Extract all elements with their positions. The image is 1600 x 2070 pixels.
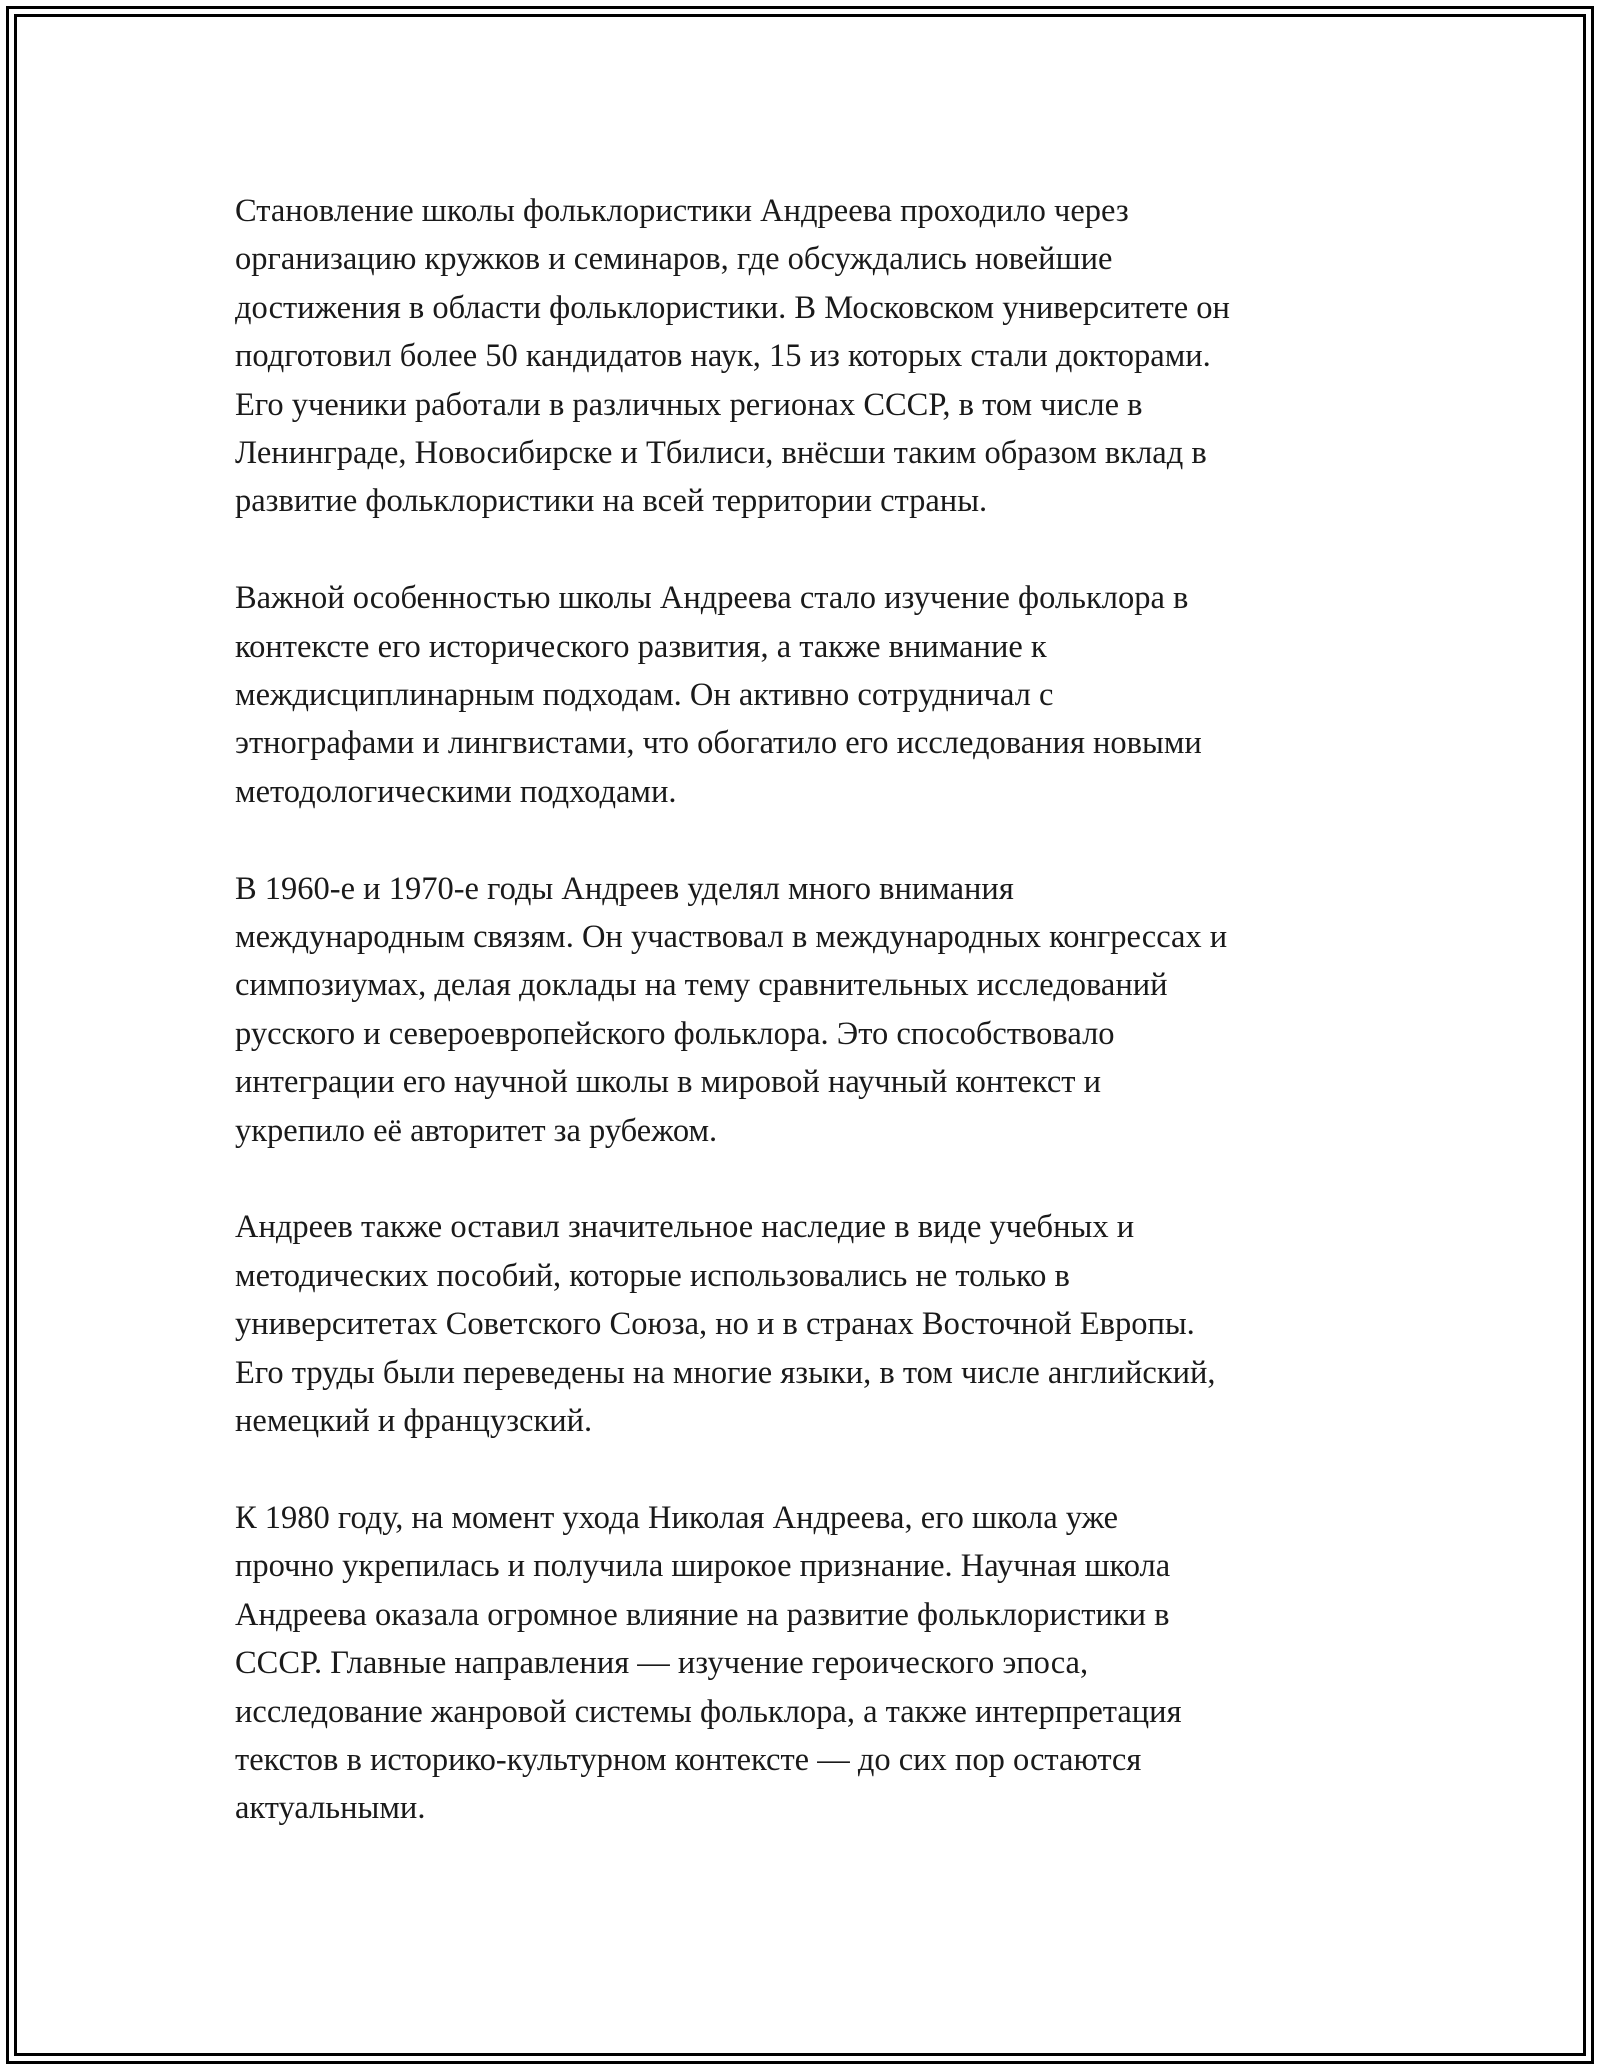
text-line: Андреева оказала огромное влияние на развитие фольклористики в — [235, 1596, 1170, 1633]
text-line: В 1960-е и 1970-е годы Андреев уделял много внимания — [235, 870, 1014, 907]
text-line: Андреев также оставил значительное наследие в виде учебных и — [235, 1209, 1135, 1246]
document-body — [235, 187, 1385, 1881]
text-line: Становление школы фольклористики Андреева проходило через — [235, 193, 1129, 229]
text-line: русского и североевропейского фольклора. Это способствовало — [235, 1015, 1115, 1052]
paragraph-3 — [235, 865, 1385, 1155]
text-line: контексте его исторического развития, а также внимание к — [235, 628, 1047, 665]
text-line: достижения в области фольклористики. В Московском университете он — [235, 289, 1230, 326]
text-line: международным связям. Он участвовал в международных конгрессах и — [235, 919, 1228, 956]
text-line: актуальными. — [235, 1790, 426, 1827]
text-line: К 1980 году, на момент ухода Николая Андреева, его школа уже — [235, 1499, 1119, 1536]
text-line: симпозиумах, делая доклады на тему сравнительных исследований — [235, 967, 1168, 1004]
text-line: методических пособий, которые использовались не только в — [235, 1257, 1070, 1294]
text-line: этнографами и лингвистами, что обогатило его исследования новыми — [235, 725, 1202, 762]
text-line: Важной особенностью школы Андреева стало изучение фольклора в — [235, 580, 1189, 617]
text-line: организацию кружков и семинаров, где обсуждались новейшие — [235, 241, 1113, 278]
text-line: интеграции его научной школы в мировой научный контекст и — [235, 1064, 1101, 1101]
paragraph-1 — [235, 187, 1385, 526]
paragraph-4 — [235, 1203, 1385, 1445]
text-line: немецкий и французский. — [235, 1403, 593, 1440]
text-line: Его ученики работали в различных регионах СССР, в том числе в — [235, 386, 1143, 423]
paragraph-2 — [235, 574, 1385, 816]
text-line: междисциплинарным подходам. Он активно сотрудничал с — [235, 677, 1054, 714]
paragraph-5 — [235, 1494, 1385, 1833]
text-line: развитие фольклористики на всей территории страны. — [235, 483, 988, 520]
text-line: прочно укрепилась и получила широкое признание. Научная школа — [235, 1548, 1171, 1585]
text-line: Ленинграде, Новосибирске и Тбилиси, внёсши таким образом вклад в — [235, 435, 1207, 472]
text-line: укрепило её авторитет за рубежом. — [235, 1112, 718, 1149]
text-line: СССР. Главные направления — изучение героического эпоса, — [235, 1645, 1089, 1682]
text-line: текстов в историко-культурном контексте — до сих пор остаются — [235, 1741, 1142, 1778]
text-line: методологическими подходами. — [235, 773, 677, 810]
text-line: подготовил более 50 кандидатов наук, 15 из которых стали докторами. — [235, 338, 1211, 375]
text-line: университетах Советского Союза, но и в странах Восточной Европы. — [235, 1306, 1195, 1343]
text-line: Его труды были переведены на многие языки, в том числе английский, — [235, 1354, 1216, 1391]
text-line: исследование жанровой системы фольклора, а также интерпретация — [235, 1693, 1182, 1730]
